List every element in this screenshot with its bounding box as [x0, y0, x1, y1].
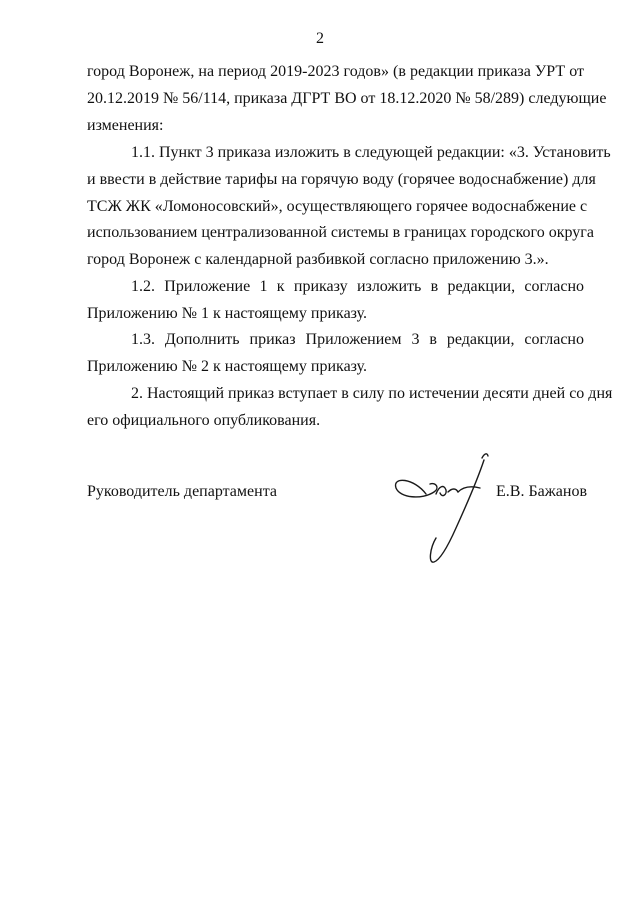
text-line: и ввести в действие тарифы на горячую воду (горячее водоснабжение) для [87, 171, 596, 188]
text-line: 2. Настоящий приказ вступает в силу по истечении десяти дней со дня [131, 385, 613, 402]
signer-name: Е.В. Бажанов [496, 483, 588, 500]
text-line: Приложению № 2 к настоящему приказу. [87, 358, 368, 375]
signer-role: Руководитель департамента [87, 483, 277, 500]
text-line: изменения: [87, 117, 164, 134]
handwritten-signature [384, 448, 496, 578]
text-line: 1.1. Пункт 3 приказа изложить в следующей редакции: «3. Установить [131, 144, 611, 161]
text-line: город Воронеж, на период 2019-2023 годов» (в редакции приказа УРТ от [87, 63, 584, 80]
text-line: 1.3. Дополнить приказ Приложением 3 в редакции, согласно [131, 331, 584, 348]
text-line: его официального опубликования. [87, 412, 321, 429]
text-line: город Воронеж с календарной разбивкой согласно приложению 3.». [87, 251, 549, 268]
text-line: Приложению № 1 к настоящему приказу. [87, 305, 368, 322]
text-line: 1.2. Приложение 1 к приказу изложить в редакции, согласно [131, 278, 584, 295]
text-line: использованием централизованной системы в границах городского округа [87, 224, 594, 241]
page-number: 2 [316, 30, 324, 47]
text-line: ТСЖ ЖК «Ломоносовский», осуществляющего горячее водоснабжение с [87, 198, 588, 215]
text-line: 20.12.2019 № 56/114, приказа ДГРТ ВО от 18.12.2020 № 58/289) следующие [87, 90, 607, 107]
